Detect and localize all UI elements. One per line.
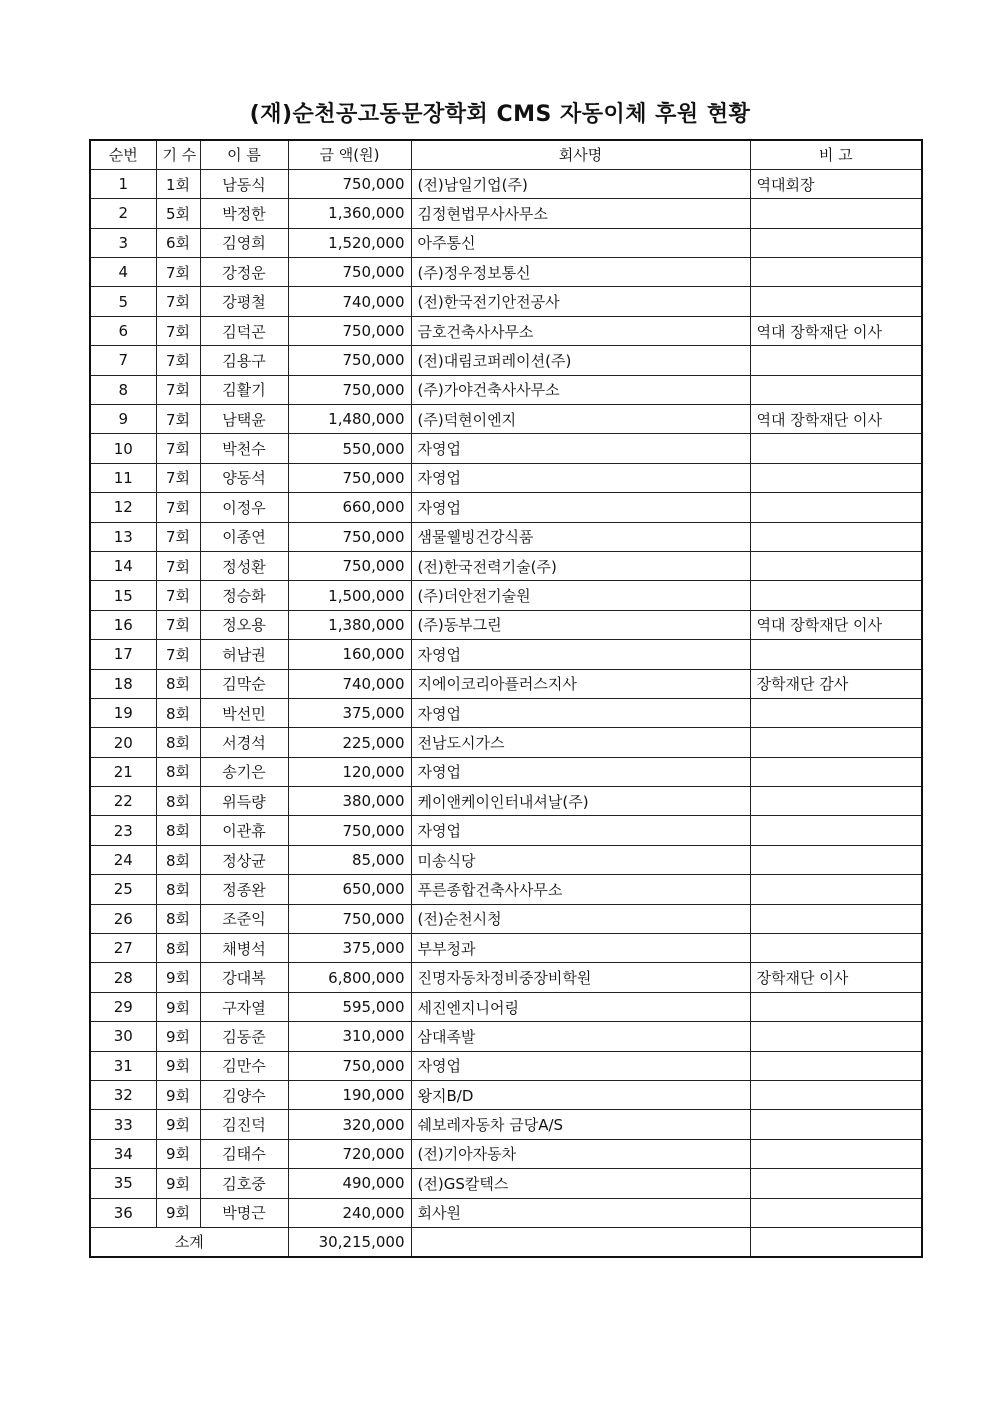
cell-no: 15	[90, 581, 156, 610]
cell-name: 남동식	[200, 169, 288, 198]
cell-name: 허남권	[200, 640, 288, 669]
header-amount: 금 액(원)	[288, 140, 411, 169]
table-row	[90, 1198, 922, 1227]
cell-company: (전)남일기업(주)	[411, 169, 750, 198]
cell-no: 10	[90, 434, 156, 463]
cell-amount: 120,000	[288, 757, 411, 786]
table-row	[90, 405, 922, 434]
table-row	[90, 1169, 922, 1198]
table-row	[90, 375, 922, 404]
table-row	[90, 493, 922, 522]
cell-note: 역대 장학재단 이사	[750, 316, 922, 345]
cell-class: 7회	[156, 493, 200, 522]
cell-note	[750, 434, 922, 463]
cell-note	[750, 845, 922, 874]
cell-amount: 1,380,000	[288, 610, 411, 639]
cell-class: 8회	[156, 757, 200, 786]
cell-company: 자영업	[411, 640, 750, 669]
cell-no: 12	[90, 493, 156, 522]
cell-note: 역대회장	[750, 169, 922, 198]
cell-company: (전)한국전기안전공사	[411, 287, 750, 316]
cell-note	[750, 463, 922, 492]
cell-company: 왕지B/D	[411, 1081, 750, 1110]
cell-name: 강대복	[200, 963, 288, 992]
subtotal-label: 소계	[90, 1227, 288, 1256]
cell-no: 24	[90, 845, 156, 874]
cell-amount: 160,000	[288, 640, 411, 669]
cell-company: (전)대림코퍼레이션(주)	[411, 346, 750, 375]
cell-company: (전)순천시청	[411, 904, 750, 933]
cell-class: 7회	[156, 258, 200, 287]
cell-name: 김태수	[200, 1139, 288, 1168]
header-no: 순번	[90, 140, 156, 169]
cell-class: 8회	[156, 816, 200, 845]
cell-amount: 650,000	[288, 875, 411, 904]
cell-note	[750, 640, 922, 669]
cell-name: 정상균	[200, 845, 288, 874]
table-row	[90, 934, 922, 963]
table-row	[90, 522, 922, 551]
cell-note	[750, 1169, 922, 1198]
cell-no: 2	[90, 199, 156, 228]
cell-class: 8회	[156, 728, 200, 757]
cell-class: 8회	[156, 669, 200, 698]
cell-no: 26	[90, 904, 156, 933]
cell-company: 자영업	[411, 493, 750, 522]
cell-note	[750, 1110, 922, 1139]
cell-class: 8회	[156, 875, 200, 904]
cell-class: 8회	[156, 698, 200, 727]
cell-name: 박선민	[200, 698, 288, 727]
header-row	[90, 140, 922, 169]
table-row	[90, 787, 922, 816]
cell-no: 1	[90, 169, 156, 198]
cell-no: 29	[90, 992, 156, 1021]
cell-no: 31	[90, 1051, 156, 1080]
cell-no: 19	[90, 698, 156, 727]
cell-name: 정종완	[200, 875, 288, 904]
cell-name: 김양수	[200, 1081, 288, 1110]
cell-class: 9회	[156, 1022, 200, 1051]
cell-name: 박천수	[200, 434, 288, 463]
table-row	[90, 1081, 922, 1110]
cell-company: (전)GS칼텍스	[411, 1169, 750, 1198]
cell-no: 6	[90, 316, 156, 345]
cell-note	[750, 199, 922, 228]
cell-class: 9회	[156, 1198, 200, 1227]
cell-company: (주)정우정보통신	[411, 258, 750, 287]
subtotal-company-empty	[411, 1227, 750, 1256]
cell-class: 9회	[156, 1051, 200, 1080]
cell-name: 김진덕	[200, 1110, 288, 1139]
table-row	[90, 904, 922, 933]
cell-name: 채병석	[200, 934, 288, 963]
cell-no: 34	[90, 1139, 156, 1168]
cell-amount: 1,500,000	[288, 581, 411, 610]
table-body	[90, 169, 922, 1256]
table-row	[90, 1110, 922, 1139]
cell-no: 36	[90, 1198, 156, 1227]
subtotal-amount: 30,215,000	[288, 1227, 411, 1256]
header-note: 비 고	[750, 140, 922, 169]
cell-company: 삼대족발	[411, 1022, 750, 1051]
cell-note: 장학재단 이사	[750, 963, 922, 992]
cell-amount: 750,000	[288, 463, 411, 492]
cell-company: (주)가야건축사사무소	[411, 375, 750, 404]
table-row	[90, 1022, 922, 1051]
table-row	[90, 816, 922, 845]
subtotal-note-empty	[750, 1227, 922, 1256]
cell-note	[750, 698, 922, 727]
cell-name: 김영희	[200, 228, 288, 257]
header-class: 기 수	[156, 140, 200, 169]
cell-company: (전)기아자동차	[411, 1139, 750, 1168]
cell-company: 김정현법무사사무소	[411, 199, 750, 228]
cell-name: 김막순	[200, 669, 288, 698]
cell-name: 강평철	[200, 287, 288, 316]
table-row	[90, 551, 922, 580]
cell-name: 박정한	[200, 199, 288, 228]
cell-name: 위득량	[200, 787, 288, 816]
cell-amount: 6,800,000	[288, 963, 411, 992]
cell-name: 양동석	[200, 463, 288, 492]
cell-amount: 720,000	[288, 1139, 411, 1168]
cell-company: 자영업	[411, 698, 750, 727]
cell-amount: 550,000	[288, 434, 411, 463]
table-row	[90, 581, 922, 610]
cell-name: 이관휴	[200, 816, 288, 845]
cell-company: 세진엔지니어링	[411, 992, 750, 1021]
cell-class: 7회	[156, 610, 200, 639]
cell-amount: 1,480,000	[288, 405, 411, 434]
cell-amount: 750,000	[288, 522, 411, 551]
cell-amount: 750,000	[288, 1051, 411, 1080]
cell-note	[750, 1198, 922, 1227]
cell-company: (주)동부그린	[411, 610, 750, 639]
cell-class: 7회	[156, 463, 200, 492]
table-row	[90, 1051, 922, 1080]
cell-amount: 750,000	[288, 551, 411, 580]
cell-note	[750, 522, 922, 551]
subtotal-row	[90, 1227, 922, 1256]
cell-no: 32	[90, 1081, 156, 1110]
table-row	[90, 258, 922, 287]
cell-note	[750, 375, 922, 404]
cell-class: 8회	[156, 934, 200, 963]
cell-company: 자영업	[411, 434, 750, 463]
cell-no: 13	[90, 522, 156, 551]
cell-note	[750, 875, 922, 904]
cell-name: 박명근	[200, 1198, 288, 1227]
cell-name: 김용구	[200, 346, 288, 375]
cell-class: 7회	[156, 581, 200, 610]
cell-class: 7회	[156, 375, 200, 404]
cell-class: 7회	[156, 316, 200, 345]
cell-amount: 595,000	[288, 992, 411, 1021]
cell-class: 7회	[156, 287, 200, 316]
cell-name: 송기은	[200, 757, 288, 786]
cell-no: 27	[90, 934, 156, 963]
cell-class: 9회	[156, 1081, 200, 1110]
cell-class: 9회	[156, 1169, 200, 1198]
cell-note	[750, 258, 922, 287]
cell-class: 8회	[156, 845, 200, 874]
table-row	[90, 875, 922, 904]
cell-class: 8회	[156, 787, 200, 816]
cell-name: 이종연	[200, 522, 288, 551]
table-row	[90, 728, 922, 757]
table-row	[90, 640, 922, 669]
cell-no: 21	[90, 757, 156, 786]
cell-note	[750, 287, 922, 316]
cell-no: 17	[90, 640, 156, 669]
cell-amount: 750,000	[288, 346, 411, 375]
cell-note	[750, 228, 922, 257]
header-company: 회사명	[411, 140, 750, 169]
table-row	[90, 1139, 922, 1168]
cell-company: (주)더안전기술원	[411, 581, 750, 610]
cell-name: 조준익	[200, 904, 288, 933]
cell-note	[750, 1081, 922, 1110]
cell-company: 회사원	[411, 1198, 750, 1227]
cell-no: 4	[90, 258, 156, 287]
cell-amount: 1,520,000	[288, 228, 411, 257]
cell-no: 20	[90, 728, 156, 757]
cell-class: 6회	[156, 228, 200, 257]
cell-class: 7회	[156, 551, 200, 580]
cell-amount: 375,000	[288, 698, 411, 727]
cell-no: 16	[90, 610, 156, 639]
cell-amount: 750,000	[288, 816, 411, 845]
cell-no: 18	[90, 669, 156, 698]
cell-name: 정성환	[200, 551, 288, 580]
cell-class: 8회	[156, 904, 200, 933]
cell-amount: 740,000	[288, 287, 411, 316]
cell-note: 역대 장학재단 이사	[750, 610, 922, 639]
table-row	[90, 287, 922, 316]
cell-no: 28	[90, 963, 156, 992]
table-row	[90, 610, 922, 639]
cell-amount: 660,000	[288, 493, 411, 522]
cell-class: 9회	[156, 963, 200, 992]
cell-amount: 310,000	[288, 1022, 411, 1051]
cell-class: 5회	[156, 199, 200, 228]
cell-note	[750, 493, 922, 522]
cell-no: 25	[90, 875, 156, 904]
cell-note: 역대 장학재단 이사	[750, 405, 922, 434]
cell-class: 9회	[156, 1139, 200, 1168]
cell-company: 케이앤케이인터내셔날(주)	[411, 787, 750, 816]
cell-class: 7회	[156, 434, 200, 463]
cell-company: 아주통신	[411, 228, 750, 257]
cell-note	[750, 1022, 922, 1051]
cell-company: 자영업	[411, 1051, 750, 1080]
cell-amount: 190,000	[288, 1081, 411, 1110]
cell-name: 이정우	[200, 493, 288, 522]
cell-company: 진명자동차정비중장비학원	[411, 963, 750, 992]
cell-no: 14	[90, 551, 156, 580]
cell-name: 강정운	[200, 258, 288, 287]
cell-class: 7회	[156, 346, 200, 375]
cell-amount: 490,000	[288, 1169, 411, 1198]
cell-amount: 225,000	[288, 728, 411, 757]
cell-name: 김활기	[200, 375, 288, 404]
cell-company: 샘물웰빙건강식품	[411, 522, 750, 551]
cell-amount: 750,000	[288, 904, 411, 933]
document-title: (재)순천공고동문장학회 CMS 자동이체 후원 현황	[249, 102, 751, 127]
cell-company: 푸른종합건축사사무소	[411, 875, 750, 904]
cell-company: 미송식당	[411, 845, 750, 874]
cell-no: 9	[90, 405, 156, 434]
cell-company: (전)한국전력기술(주)	[411, 551, 750, 580]
cell-amount: 750,000	[288, 169, 411, 198]
cell-class: 9회	[156, 992, 200, 1021]
cell-company: 부부청과	[411, 934, 750, 963]
cell-amount: 240,000	[288, 1198, 411, 1227]
cell-note	[750, 346, 922, 375]
cell-name: 김동준	[200, 1022, 288, 1051]
table-row	[90, 434, 922, 463]
cell-note	[750, 992, 922, 1021]
cell-no: 11	[90, 463, 156, 492]
cell-amount: 750,000	[288, 375, 411, 404]
cell-amount: 740,000	[288, 669, 411, 698]
cell-name: 김만수	[200, 1051, 288, 1080]
cell-no: 5	[90, 287, 156, 316]
cell-no: 23	[90, 816, 156, 845]
cell-note	[750, 1051, 922, 1080]
table-row	[90, 757, 922, 786]
cell-amount: 380,000	[288, 787, 411, 816]
cell-no: 35	[90, 1169, 156, 1198]
cell-note	[750, 757, 922, 786]
cell-class: 7회	[156, 640, 200, 669]
cell-amount: 1,360,000	[288, 199, 411, 228]
cell-company: 쉐보레자동차 금당A/S	[411, 1110, 750, 1139]
cell-company: 전남도시가스	[411, 728, 750, 757]
cell-no: 30	[90, 1022, 156, 1051]
cell-no: 33	[90, 1110, 156, 1139]
cell-note	[750, 816, 922, 845]
table-row	[90, 963, 922, 992]
cell-company: 금호건축사사무소	[411, 316, 750, 345]
cell-class: 1회	[156, 169, 200, 198]
table-row	[90, 199, 922, 228]
cell-company: 자영업	[411, 463, 750, 492]
table-row	[90, 316, 922, 345]
cell-company: (주)덕현이엔지	[411, 405, 750, 434]
cell-name: 남택윤	[200, 405, 288, 434]
cell-no: 8	[90, 375, 156, 404]
cell-note	[750, 581, 922, 610]
cell-note	[750, 728, 922, 757]
cell-amount: 750,000	[288, 258, 411, 287]
cell-name: 김덕곤	[200, 316, 288, 345]
cell-note	[750, 934, 922, 963]
cell-note	[750, 1139, 922, 1168]
cell-name: 정오용	[200, 610, 288, 639]
cell-company: 자영업	[411, 757, 750, 786]
table-row	[90, 992, 922, 1021]
cell-class: 9회	[156, 1110, 200, 1139]
cell-amount: 750,000	[288, 316, 411, 345]
sponsor-table	[89, 139, 923, 1258]
cell-company: 자영업	[411, 816, 750, 845]
cell-name: 구자열	[200, 992, 288, 1021]
table-row	[90, 228, 922, 257]
cell-name: 정승화	[200, 581, 288, 610]
table-row	[90, 169, 922, 198]
table-row	[90, 845, 922, 874]
cell-amount: 320,000	[288, 1110, 411, 1139]
cell-name: 서경석	[200, 728, 288, 757]
cell-note: 장학재단 감사	[750, 669, 922, 698]
table-row	[90, 669, 922, 698]
cell-amount: 375,000	[288, 934, 411, 963]
table-header	[90, 140, 922, 169]
cell-note	[750, 551, 922, 580]
header-name: 이 름	[200, 140, 288, 169]
cell-class: 7회	[156, 405, 200, 434]
cell-note	[750, 787, 922, 816]
cell-note	[750, 904, 922, 933]
table-row	[90, 346, 922, 375]
cell-amount: 85,000	[288, 845, 411, 874]
cell-no: 7	[90, 346, 156, 375]
cell-no: 3	[90, 228, 156, 257]
cell-company: 지에이코리아플러스지사	[411, 669, 750, 698]
table-row	[90, 698, 922, 727]
cell-class: 7회	[156, 522, 200, 551]
table-row	[90, 463, 922, 492]
cell-name: 김호중	[200, 1169, 288, 1198]
cell-no: 22	[90, 787, 156, 816]
